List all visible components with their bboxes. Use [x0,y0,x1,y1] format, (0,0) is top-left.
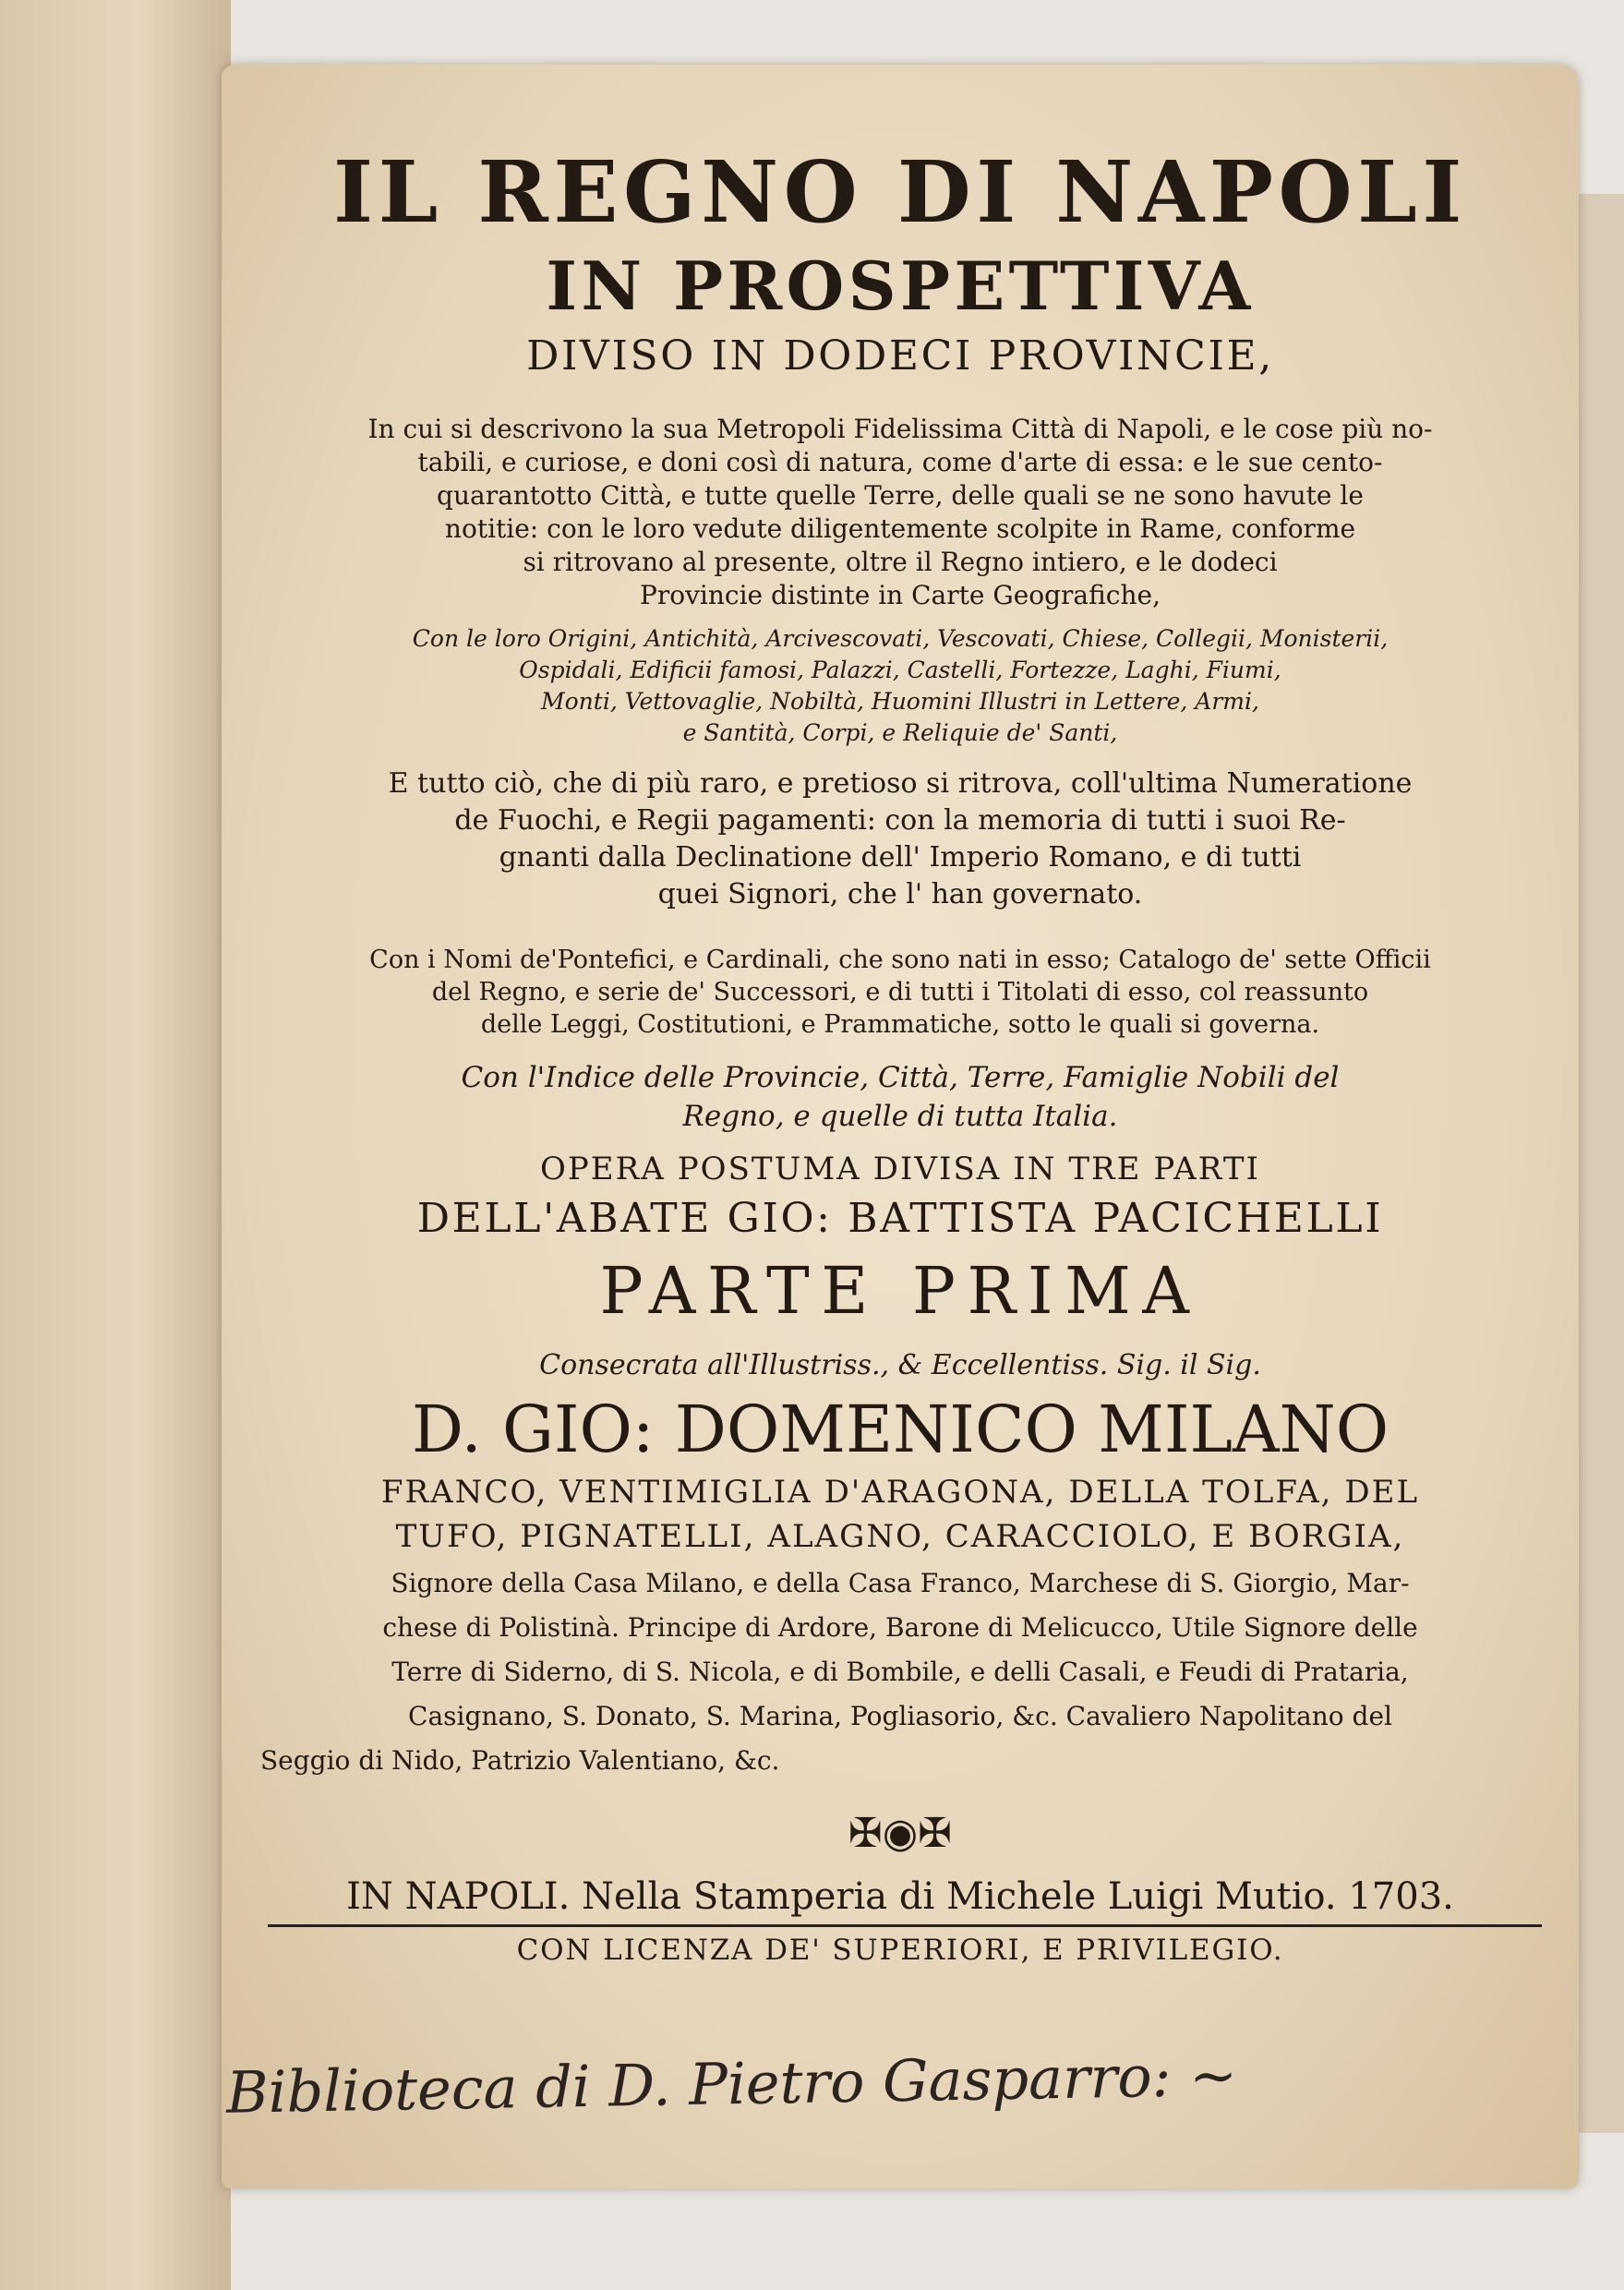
text-line: si ritrovano al presente, oltre il Regno intiero, e le dodeci [523,547,1278,577]
license-line: CON LICENZA DE' SUPERIORI, E PRIVILEGIO. [516,1934,1284,1967]
text-line: tabili, e curiose, e doni così di natura, come d'arte di essa: e le sue cento- [417,447,1383,477]
text-line: Regno, e quelle di tutta Italia. [682,1100,1118,1133]
printer-ornament-icon: ✠◉✠ [848,1810,953,1857]
text-line: quei Signori, che l' han governato. [657,878,1143,910]
imprint-line: IN NAPOLI. Nella Stamperia di Michele Luigi Mutio. 1703. [346,1875,1454,1918]
text-line: e Santità, Corpi, e Reliquie de' Santi, [682,719,1118,746]
dedicatee-line: D. GIO: DOMENICO MILANO [411,1392,1389,1467]
text-line: de Fuochi, e Regii pagamenti: con la memoria di tutti i suoi Re- [454,804,1346,837]
opera-line: OPERA POSTUMA DIVISA IN TRE PARTI [539,1151,1261,1187]
handwritten-ownership-inscription: Biblioteca di D. Pietro Gasparro: ~ [225,2041,1238,2127]
title-line-3: DIVISO IN DODECI PROVINCIE, [526,332,1274,380]
text-line: Terre di Siderno, di S. Nicola, e di Bombile, e delli Casali, e Feudi di Prataria, [391,1657,1409,1687]
text-line: Con l'Indice delle Provincie, Città, Terre, Famiglie Nobili del [461,1061,1340,1094]
text-line: notitie: con le loro vedute diligentemente scolpite in Rame, conforme [444,513,1356,544]
text-line: quarantotto Città, e tutte quelle Terre, delle quali se ne sono havute le [437,480,1364,511]
text-line: Con le loro Origini, Antichità, Arcivescovati, Vescovati, Chiese, Collegii, Monisterii, [412,625,1389,652]
divider-rule [268,1924,1542,1927]
text-line: delle Leggi, Costitutioni, e Prammatiche, sotto le quali si governa. [480,1010,1320,1039]
text-line: E tutto ciò, che di più raro, e pretioso si ritrova, coll'ultima Numeratione [388,767,1413,800]
title-line-1: IL REGNO DI NAPOLI [333,142,1467,242]
text-line: In cui si descrivono la sua Metropoli Fidelissima Città di Napoli, e le cose più no- [367,414,1433,444]
text-line: del Regno, e serie de' Successori, e di tutti i Titolati di esso, col reassunto [431,978,1369,1006]
part-line: PARTE PRIMA [599,1253,1201,1329]
title-line-2: IN PROSPETTIVA [546,247,1255,325]
text-line: TUFO, PIGNATELLI, ALAGNO, CARACCIOLO, E BORGIA, [395,1518,1405,1555]
text-line: Casignano, S. Donato, S. Marina, Pogliasorio, &c. Cavaliero Napolitano del [408,1701,1392,1731]
text-line: FRANCO, VENTIMIGLIA D'ARAGONA, DELLA TOLFA, DEL [380,1474,1420,1511]
dedication-line: Consecrata all'Illustriss., & Eccellentiss. Sig. il Sig. [539,1349,1261,1381]
text-line: Ospidali, Edificii famosi, Palazzi, Castelli, Fortezze, Laghi, Fiumi, [519,657,1281,683]
text-line: chese di Polistinà. Principe di Ardore, Barone di Melicucco, Utile Signore delle [382,1612,1418,1643]
author-line: DELL'ABATE GIO: BATTISTA PACICHELLI [416,1195,1384,1242]
text-line: Seggio di Nido, Patrizio Valentiano, &c. [260,1745,780,1776]
text-line: Con i Nomi de'Pontefici, e Cardinali, che sono nati in esso; Catalogo de' sette Officii [369,946,1431,974]
text-line: Provincie distinte in Carte Geografiche, [640,580,1161,610]
title-page [222,65,1579,2188]
book-cover-left [0,0,231,2290]
text-line: gnanti dalla Declinatione dell' Imperio Romano, e di tutti [499,841,1302,874]
text-line: Signore della Casa Milano, e della Casa Franco, Marchese di S. Giorgio, Mar- [391,1568,1410,1598]
text-line: Monti, Vettovaglie, Nobiltà, Huomini Illustri in Lettere, Armi, [541,688,1259,715]
